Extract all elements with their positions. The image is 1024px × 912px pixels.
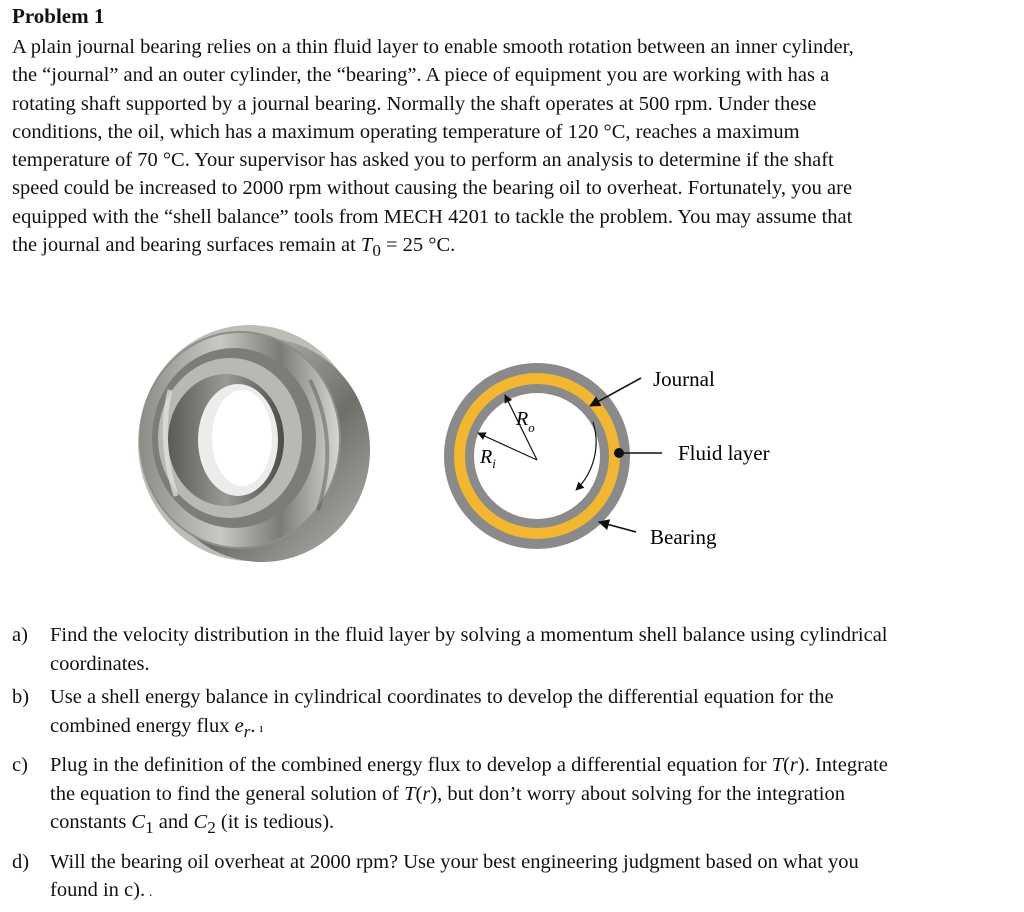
question-text: Plug in the definition of the combined energy flux to develop a differential equation for T(r). Integrate [50,754,888,777]
question-text: Use a shell energy balance in cylindrical coordinates to develop the differential equation for the [50,686,834,708]
question-label: b) [12,686,30,708]
question-list [12,621,1012,912]
intro-line: speed could be increased to 2000 rpm without causing the bearing oil to overheat. Fortunately, you are [12,177,853,200]
question-text: the equation to find the general solution of T(r), but don’t worry about solving for the integration [50,782,846,805]
intro-line: equipped with the “shell balance” tools from MECH 4201 to tackle the problem. You may assume that [12,205,853,228]
bearing-leader [599,522,636,532]
problem-statement [12,33,1012,265]
problem-title: Problem 1 [12,4,105,28]
ri-subscript: i [492,456,496,471]
intro-line: conditions, the oil, which has a maximum operating temperature of 120 °C, reaches a maximum [12,120,800,143]
question-label: c) [12,754,28,777]
bearing-label: Bearing [650,525,717,549]
question-a [12,621,1012,678]
intro-line-last: the journal and bearing surfaces remain at $T_0 = 25$ °C. [12,234,456,261]
question-text: constants $C_1$ and $C_2$ (it is tedious). [50,811,335,838]
question-label: d) [12,850,30,873]
question-b [12,683,1012,746]
question-text: Will the bearing oil overheat at 2000 rpm? Use your best engineering judgment based on what you [50,850,859,873]
ro-label: R [516,408,529,430]
question-d [12,848,1012,907]
bearing-photo [138,325,370,562]
question-text: combined energy flux $e_r$. ı [50,714,264,741]
question-text: coordinates. [50,652,150,675]
ro-subscript: o [528,420,535,435]
intro-line: A plain journal bearing relies on a thin fluid layer to enable smooth rotation between an inner cylinder, [12,36,854,58]
ri-label: R [480,446,493,468]
fluid-layer-label: Fluid layer [678,441,770,465]
question-label: a) [12,624,28,646]
bearing-schematic [444,363,770,549]
figure-svg [0,300,1024,600]
bearing-figure [0,300,1024,600]
intro-line: the “journal” and an outer cylinder, the “bearing”. A piece of equipment you are working with has a [12,64,830,87]
intro-line: rotating shaft supported by a journal bearing. Normally the shaft operates at 500 rpm. Under these [12,92,817,115]
question-text: found in c). . [50,879,153,902]
question-text: Find the velocity distribution in the fluid layer by solving a momentum shell balance using cylindrical [50,624,888,646]
intro-line: temperature of 70 °C. Your supervisor has asked you to perform an analysis to determine if the shaft [12,149,834,172]
fluid-point-dot [614,448,624,458]
journal-label: Journal [653,367,715,391]
question-c [12,751,1012,843]
